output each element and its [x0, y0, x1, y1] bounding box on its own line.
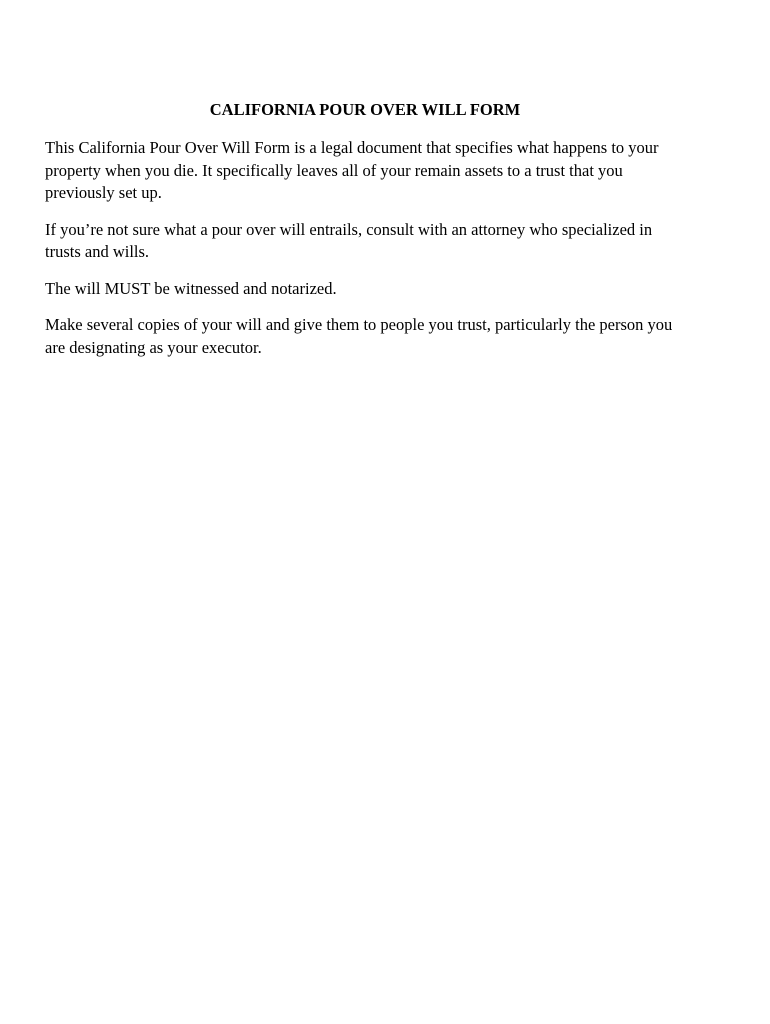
intro-paragraph: This California Pour Over Will Form is a legal document that specifies what happens to your property when you die. It specifically leaves all of your remain assets to a trust that you previously set up.	[45, 138, 659, 202]
attorney-advice-paragraph: If you’re not sure what a pour over will entrails, consult with an attorney who specialized in trusts and wills.	[45, 219, 653, 261]
copies-paragraph: Make several copies of your will and give them to people you trust, particularly the person you are designating as your executor.	[45, 315, 673, 357]
document-title: CALIFORNIA POUR OVER WILL FORM	[209, 100, 521, 119]
witness-requirement-paragraph: The will MUST be witnessed and notarized.	[45, 278, 337, 298]
document-body	[45, 99, 685, 373]
